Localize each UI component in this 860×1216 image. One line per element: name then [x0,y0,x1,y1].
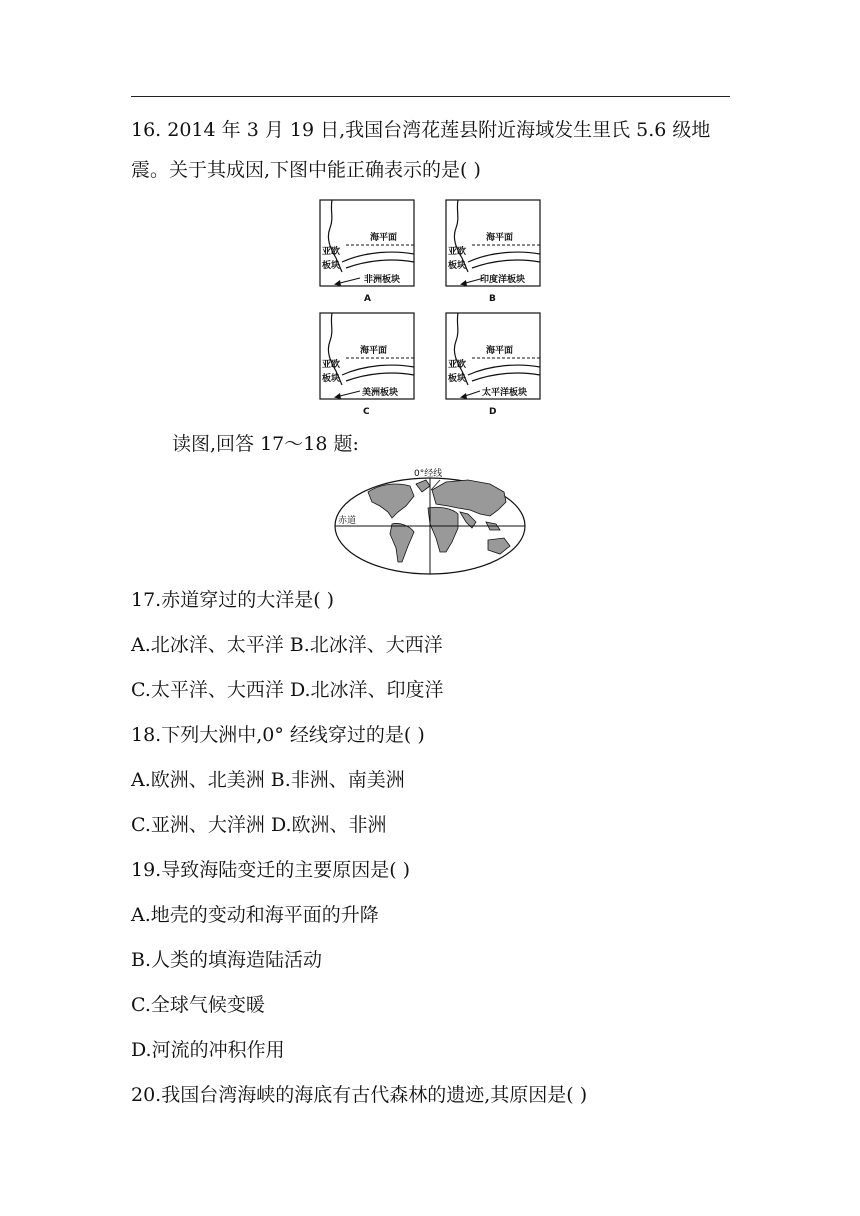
plate-label: 非洲板块 [364,275,401,285]
eurasia-label-2: 板块 [448,261,467,271]
q17-stem: 17.赤道穿过的大洋是( ) [131,589,335,611]
q17-options-ab: A.北冰洋、太平洋 B.北冰洋、大西洋 [131,634,443,656]
eurasia-label-2: 板块 [322,261,341,271]
plate-panel-b [446,200,540,304]
plate-panel-a [320,200,414,304]
q18-options-ab: A.欧洲、北美洲 B.非洲、南美洲 [131,769,405,791]
q16-stem-line1: 16. 2014 年 3 月 19 日,我国台湾花莲县附近海域发生里氏 5.6 级地 [131,119,711,141]
sea-level-label: 海平面 [360,346,388,356]
world-map-figure [330,466,530,578]
q19-option-b: B.人类的填海造陆活动 [131,949,323,971]
eurasia-label-1: 亚欧 [322,247,341,257]
sea-level-label: 海平面 [486,233,514,243]
q19-option-d: D.河流的冲积作用 [131,1039,285,1061]
header-rule [131,96,730,97]
read-prompt: 读图,回答 17～18 题: [172,433,359,455]
sea-level-label: 海平面 [486,346,514,356]
q18-stem: 18.下列大洲中,0° 经线穿过的是( ) [131,724,425,746]
panel-caption: C [363,407,370,416]
plate-panel-c [320,313,414,416]
q18-options-cd: C.亚洲、大洋洲 D.欧洲、非洲 [131,814,387,836]
q19-stem: 19.导致海陆变迁的主要原因是( ) [131,859,411,881]
plate-label: 印度洋板块 [480,275,526,285]
q19-option-c: C.全球气候变暖 [131,994,265,1016]
panel-caption: D [489,407,497,416]
eurasia-label-1: 亚欧 [322,360,341,370]
eurasia-label-2: 板块 [322,374,341,384]
q16-stem-line2: 震。关于其成因,下图中能正确表示的是( ) [131,159,481,181]
q19-option-a: A.地壳的变动和海平面的升降 [131,904,379,926]
equator-label: 赤道 [338,516,357,526]
plate-diagrams-figure [316,196,546,416]
eurasia-label-1: 亚欧 [448,247,467,257]
q17-options-cd: C.太平洋、大西洋 D.北冰洋、印度洋 [131,679,444,701]
eurasia-label-1: 亚欧 [448,360,467,370]
eurasia-label-2: 板块 [448,374,467,384]
meridian-label: 0°经线 [414,469,443,479]
plate-label: 美洲板块 [362,388,399,398]
panel-caption: B [489,294,496,304]
plate-panel-d [446,313,540,416]
plate-label: 太平洋板块 [482,388,528,398]
q20-stem: 20.我国台湾海峡的海底有古代森林的遗迹,其原因是( ) [131,1084,588,1106]
sea-level-label: 海平面 [370,233,398,243]
panel-caption: A [364,294,371,304]
